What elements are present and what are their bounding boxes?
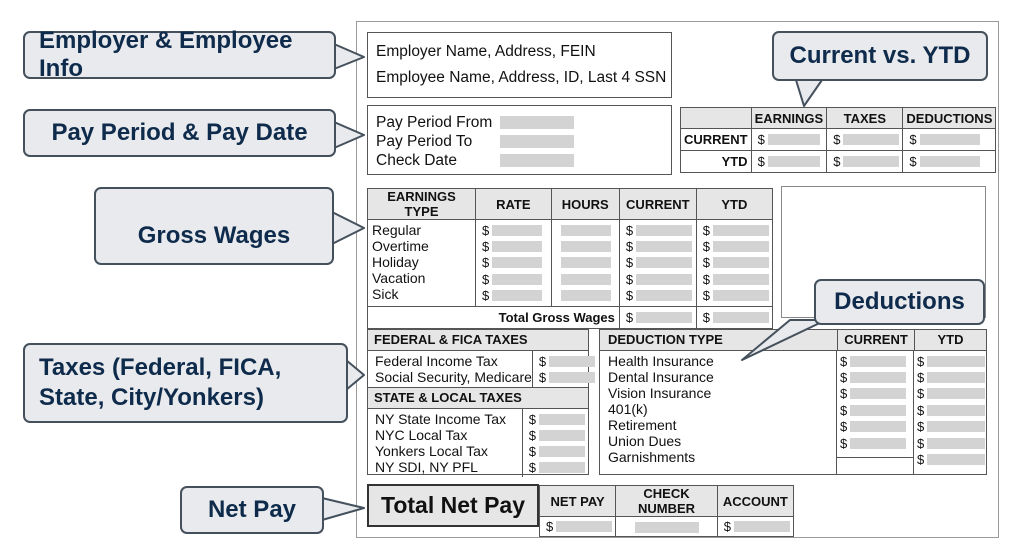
check-number-field[interactable] (635, 522, 699, 533)
currency-symbol: $ (538, 369, 547, 385)
currency-symbol: $ (482, 255, 490, 271)
pay-period-box (367, 105, 672, 175)
amount-cell (837, 402, 913, 418)
amount-cell (914, 419, 986, 435)
taxes-callout-text-line1: Taxes (Federal, FICA, (39, 354, 282, 381)
amount-cell (623, 222, 693, 238)
amount-cell (700, 255, 769, 271)
currency-symbol: $ (757, 132, 765, 147)
currency-symbol: $ (625, 239, 634, 255)
earnings-col-current: CURRENT (619, 189, 696, 220)
deduction-amount-field[interactable] (927, 454, 985, 465)
deduction-current-column (837, 351, 914, 475)
amount-field[interactable] (636, 241, 692, 252)
currency-symbol: $ (702, 309, 710, 325)
state-tax-item: NY State Income Tax (375, 411, 506, 427)
deduction-amount-field[interactable] (850, 438, 906, 449)
amount-field[interactable] (713, 225, 769, 236)
current-column (619, 220, 696, 307)
earnings-type: Regular (372, 222, 422, 238)
amount-cell (837, 386, 913, 402)
ytd-earnings-field[interactable] (768, 156, 820, 167)
currency-symbol: $ (702, 239, 710, 255)
state-items-cell (368, 409, 523, 477)
pay-period-callout-text: Pay Period & Pay Date (51, 119, 308, 146)
hours-field[interactable] (561, 241, 611, 252)
check-number-col: CHECK NUMBER (616, 486, 718, 517)
deduction-amount-field[interactable] (850, 421, 906, 432)
state-tax-item: NY SDI, NY PFL (375, 459, 478, 475)
net-pay-title-box (367, 484, 539, 527)
currency-symbol: $ (917, 435, 925, 451)
summary-col-earnings: EARNINGS (751, 108, 827, 129)
deduction-amount-field[interactable] (927, 388, 985, 399)
taxes-callout-text-line2: State, City/Yonkers) (39, 384, 264, 411)
earnings-type: Holiday (372, 254, 419, 270)
summary-col-deductions: DEDUCTIONS (903, 108, 996, 129)
currency-symbol: $ (625, 309, 634, 325)
amount-cell (479, 271, 548, 287)
currency-symbol: $ (723, 519, 731, 534)
amount-cell (558, 238, 613, 254)
hours-field[interactable] (561, 225, 611, 236)
earnings-types-cell (368, 220, 476, 307)
deduction-ytd-column (914, 351, 986, 475)
account-col: ACCOUNT (717, 486, 793, 517)
amount-field[interactable] (713, 257, 769, 268)
currency-symbol: $ (482, 222, 490, 238)
deduction-type: Vision Insurance (608, 385, 712, 401)
deductions-box (599, 329, 987, 475)
state-amounts (523, 409, 588, 477)
pay-period-from-label: Pay Period From (376, 113, 493, 131)
amount-field[interactable] (492, 290, 542, 301)
yonkers-tax-field[interactable] (539, 446, 585, 457)
deduction-amount-field[interactable] (927, 438, 985, 449)
state-tax-item: NYC Local Tax (375, 427, 468, 443)
earnings-type: Overtime (372, 238, 429, 254)
earnings-table (367, 188, 773, 329)
amount-field[interactable] (713, 290, 769, 301)
amount-field[interactable] (636, 274, 692, 285)
net-pay-field[interactable] (556, 521, 612, 532)
taxes-callout (23, 343, 348, 423)
currency-symbol: $ (917, 452, 925, 468)
amount-cell (558, 271, 613, 287)
currency-symbol: $ (528, 427, 536, 443)
amount-cell (623, 255, 693, 271)
currency-symbol: $ (917, 370, 925, 386)
hours-field[interactable] (561, 290, 611, 301)
ytd-taxes-field[interactable] (843, 156, 899, 167)
hours-field[interactable] (561, 257, 611, 268)
amount-cell (837, 369, 913, 385)
earnings-type: Sick (372, 286, 399, 302)
currency-symbol: $ (528, 459, 536, 475)
currency-symbol: $ (840, 435, 848, 451)
amount-cell (914, 353, 986, 369)
currency-symbol: $ (482, 288, 490, 304)
currency-symbol: $ (528, 443, 536, 459)
currency-symbol: $ (702, 255, 710, 271)
currency-symbol: $ (702, 271, 710, 287)
amount-cell (914, 402, 986, 418)
currency-symbol: $ (528, 411, 536, 427)
employer-employee-callout-text: Employer & Employee Info (39, 27, 293, 82)
net-pay-title: Total Net Pay (381, 492, 525, 518)
total-gross-wages-label: Total Gross Wages (368, 306, 620, 328)
currency-symbol: $ (917, 353, 925, 369)
summary-row-ytd: YTD (681, 151, 752, 173)
ytd-column (696, 220, 772, 307)
check-date-label: Check Date (376, 151, 457, 169)
amount-field[interactable] (713, 241, 769, 252)
current-taxes-field[interactable] (843, 134, 899, 145)
divider (837, 457, 913, 458)
account-field[interactable] (734, 521, 790, 532)
pay-period-from-field[interactable] (500, 116, 574, 129)
currency-symbol: $ (909, 132, 917, 147)
summary-row-current: CURRENT (681, 129, 752, 151)
amount-cell (479, 288, 548, 304)
currency-symbol: $ (546, 519, 554, 534)
currency-symbol: $ (625, 255, 634, 271)
deduction-amount-field[interactable] (850, 372, 906, 383)
nyc-local-tax-field[interactable] (539, 430, 585, 441)
deduction-col-type: DEDUCTION TYPE (600, 330, 838, 350)
federal-tax-item: Federal Income Tax (375, 353, 498, 369)
amount-cell (623, 288, 693, 304)
amount-cell (479, 255, 548, 271)
deductions-callout (814, 279, 985, 325)
check-date-field[interactable] (500, 154, 574, 167)
earnings-col-type: EARNINGS TYPE (368, 189, 476, 220)
amount-cell (623, 271, 693, 287)
amount-cell (558, 288, 613, 304)
amount-cell (700, 288, 769, 304)
amount-field[interactable] (492, 241, 542, 252)
deduction-type: Retirement (608, 417, 677, 433)
current-deductions-field[interactable] (920, 134, 980, 145)
amount-field[interactable] (636, 290, 692, 301)
currency-symbol: $ (482, 239, 490, 255)
amount-cell (914, 435, 986, 451)
currency-symbol: $ (917, 386, 925, 402)
rate-column (476, 220, 552, 307)
amount-cell (558, 255, 613, 271)
amount-cell (914, 451, 986, 467)
federal-items-cell (368, 351, 533, 387)
currency-symbol: $ (840, 402, 848, 418)
current-ytd-callout-text: Current vs. YTD (789, 42, 971, 69)
currency-symbol: $ (482, 271, 490, 287)
deduction-amount-field[interactable] (850, 388, 906, 399)
currency-symbol: $ (702, 288, 710, 304)
currency-symbol: $ (625, 288, 634, 304)
ytd-deductions-field[interactable] (920, 156, 980, 167)
amount-cell (479, 222, 548, 238)
deduction-col-ytd: YTD (937, 332, 964, 347)
pay-period-to-field[interactable] (500, 135, 574, 148)
deduction-amount-field[interactable] (927, 421, 985, 432)
currency-symbol: $ (538, 353, 547, 369)
earnings-type: Vacation (372, 270, 426, 286)
deductions-callout-text: Deductions (834, 288, 965, 315)
amount-cell (914, 369, 986, 385)
amount-cell (479, 238, 548, 254)
currency-symbol: $ (833, 132, 841, 147)
currency-symbol: $ (840, 386, 848, 402)
current-ytd-callout (772, 31, 988, 81)
amount-cell (623, 238, 693, 254)
deduction-type: Health Insurance (608, 353, 714, 369)
federal-taxes-box (367, 329, 589, 475)
amount-cell (837, 435, 913, 451)
total-gross-ytd-field[interactable] (713, 312, 769, 323)
ny-state-tax-field[interactable] (539, 414, 585, 425)
social-security-field[interactable] (549, 372, 595, 383)
employer-line: Employer Name, Address, FEIN (376, 43, 596, 60)
employer-employee-callout (23, 27, 336, 82)
current-earnings-field[interactable] (768, 134, 820, 145)
currency-symbol: $ (917, 402, 925, 418)
amount-cell (837, 353, 913, 369)
currency-symbol: $ (757, 154, 765, 169)
state-tax-item: Yonkers Local Tax (375, 443, 488, 459)
amount-field[interactable] (636, 257, 692, 268)
amount-cell (700, 222, 769, 238)
state-taxes-title: STATE & LOCAL TAXES (368, 388, 588, 409)
ny-sdi-pfl-field[interactable] (539, 462, 585, 473)
pay-period-to-label: Pay Period To (376, 132, 473, 150)
deduction-type: 401(k) (608, 401, 648, 417)
deduction-type: Dental Insurance (608, 369, 714, 385)
currency-symbol: $ (909, 154, 917, 169)
amount-field[interactable] (492, 225, 542, 236)
earnings-col-ytd: YTD (696, 189, 772, 220)
gross-wages-callout (94, 187, 334, 265)
gross-wages-callout-text: Gross Wages (137, 222, 291, 249)
federal-income-tax-field[interactable] (549, 356, 595, 367)
amount-field[interactable] (713, 274, 769, 285)
earnings-col-rate: RATE (476, 189, 552, 220)
currency-symbol: $ (702, 222, 710, 238)
amount-cell (558, 222, 613, 238)
employer-employee-box (367, 32, 672, 98)
federal-tax-item: Social Security, Medicare (375, 369, 532, 385)
hours-column (551, 220, 619, 307)
hours-field[interactable] (561, 274, 611, 285)
currency-symbol: $ (840, 419, 848, 435)
federal-amounts (533, 351, 598, 387)
pay-period-callout (23, 109, 336, 157)
amount-field[interactable] (492, 274, 542, 285)
deduction-type: Union Dues (608, 433, 682, 449)
earnings-col-hours: HOURS (551, 189, 619, 220)
amount-cell (700, 238, 769, 254)
currency-symbol: $ (917, 419, 925, 435)
federal-taxes-title: FEDERAL & FICA TAXES (368, 330, 588, 351)
net-pay-callout (180, 486, 324, 534)
amount-cell (914, 386, 986, 402)
deduction-type: Garnishments (608, 449, 696, 465)
net-pay-callout-text: Net Pay (207, 496, 297, 523)
amount-field[interactable] (636, 225, 692, 236)
currency-symbol: $ (625, 271, 634, 287)
deduction-amount-field[interactable] (850, 405, 906, 416)
deduction-amount-field[interactable] (927, 372, 985, 383)
deduction-amount-field[interactable] (927, 405, 985, 416)
net-pay-col: NET PAY (540, 486, 616, 517)
amount-cell (700, 271, 769, 287)
deduction-col-current: CURRENT (838, 330, 915, 350)
summary-table (680, 107, 996, 173)
currency-symbol: $ (840, 370, 848, 386)
summary-col-taxes: TAXES (827, 108, 903, 129)
net-pay-table (539, 485, 794, 537)
deduction-amount-field[interactable] (850, 356, 906, 367)
currency-symbol: $ (625, 222, 634, 238)
amount-cell (837, 419, 913, 435)
deduction-types-cell (600, 351, 837, 475)
employee-line: Employee Name, Address, ID, Last 4 SSN (376, 69, 667, 86)
currency-symbol: $ (833, 154, 841, 169)
total-gross-current-field[interactable] (636, 312, 692, 323)
currency-symbol: $ (840, 353, 848, 369)
amount-field[interactable] (492, 257, 542, 268)
deduction-amount-field[interactable] (927, 356, 985, 367)
